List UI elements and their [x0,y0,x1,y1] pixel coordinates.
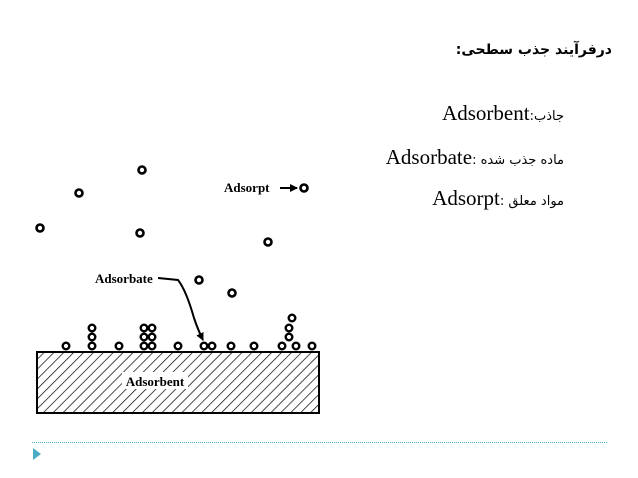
definition-fa-label: ماده جذب شده : [472,153,564,168]
molecule [63,343,70,350]
molecule [201,343,208,350]
molecule [175,343,182,350]
molecule [89,343,96,350]
adsorbate-molecules [63,315,316,350]
slide-title: درفرآیند جذب سطحی: [455,42,612,58]
molecule [309,343,316,350]
adsorbate-label: Adsorbate [95,271,153,286]
molecule [301,185,308,192]
definition-fa-label: مواد معلق : [499,194,564,209]
molecule [289,315,296,322]
definition-en-term: Adsorbent [442,101,530,125]
molecule [89,325,96,332]
molecule [228,343,235,350]
molecule [149,343,156,350]
molecule [286,334,293,341]
molecule [137,230,144,237]
molecule [141,343,148,350]
molecule [229,290,236,297]
adsorpt-label: Adsorpt [224,180,270,195]
molecule [196,277,203,284]
molecule [89,334,96,341]
adsorbate-pointer [158,278,203,340]
molecule [209,343,216,350]
molecule [149,334,156,341]
molecule [293,343,300,350]
molecule [116,343,123,350]
molecule [141,334,148,341]
molecule [265,239,272,246]
molecule [279,343,286,350]
molecule [286,325,293,332]
bullet-triangle-icon [33,448,41,460]
definition-fa-label: جاذب: [529,109,564,124]
definition-en-term: Adsorbate [385,145,473,169]
molecule [149,325,156,332]
adsorbent-label: Adsorbent [125,374,185,389]
molecule [141,325,148,332]
molecule [37,225,44,232]
molecule [139,167,146,174]
footer-divider [32,442,607,443]
molecule [251,343,258,350]
molecule [76,190,83,197]
definition-en-term: Adsorpt [432,186,500,210]
